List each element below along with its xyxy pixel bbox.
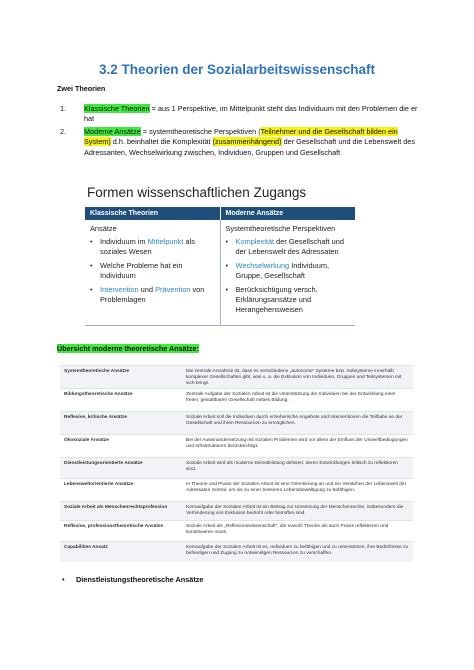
bullet-text-segment: Mittelpunkt <box>147 237 184 246</box>
left-bullet-list <box>90 237 216 305</box>
list-text-segment: Teilnehmer und die Gesellschaft bilden ein System) <box>84 126 398 147</box>
bullet-text-segment: Prävention <box>155 285 191 294</box>
row-approach-name: Reflexive, professionstheoretische Ansätze <box>64 524 163 529</box>
list-text-segment: = systemtheoretische Perspektiven ( <box>140 126 261 136</box>
header-klassische-theorien: Klassische Theorien <box>85 207 220 220</box>
row-description: Die zentrale Annahme ist, dass es verschiedene „autonome“ Systeme bzw. Subsysteme innerhalb komplexer Gesellschaften gibt, was u. a. die Exklusion von Individuen, Gruppen und Teilsystemen mit sich bringt. <box>186 369 402 386</box>
row-description: Soziale Arbeit soll die Individuen durch erzieherische Angebote und Interventionen die Teilhabe an der Gesellschaft und ihren Ressourcen zu ermöglichen. <box>186 415 403 426</box>
bullet-text-segment: Individuum, Gruppe, Gesellschaft <box>235 261 330 280</box>
bullet-text-segment: Intervention <box>100 285 139 294</box>
table-row <box>60 388 413 411</box>
table-row <box>60 478 413 501</box>
left-intro: Ansätze <box>90 224 117 233</box>
uebersicht-table <box>60 365 413 562</box>
row-description: Zentrale Aufgabe der Sozialen Arbeit ist die Unterstützung der Individuen bei der Entwicklung einer freien, gestaltbaren Gesellschaft mittels Bildung. <box>186 392 396 403</box>
bullet-text-segment: und <box>138 285 156 294</box>
row-approach-name: Bildungstheoretische Ansätze <box>64 392 133 397</box>
zugang-table <box>85 207 355 326</box>
list-number: 2. <box>60 126 67 136</box>
right-intro: Systemtheoretische Perspektiven <box>225 224 336 233</box>
row-approach-name: Soziale Arbeit als Menschenrechtsprofession <box>64 505 168 510</box>
right-column <box>220 220 356 325</box>
bottom-bullet-item <box>62 575 203 584</box>
row-approach-name: Lebensweltorientierte Ansätze <box>64 482 134 487</box>
left-column <box>85 220 220 325</box>
table-row <box>60 501 413 520</box>
theory-list-item <box>60 104 420 125</box>
bullet-icon: • <box>62 575 65 584</box>
bullet-item <box>90 285 216 305</box>
row-approach-name: Systemtheoretische Ansätze <box>64 369 130 374</box>
zugang-table-header <box>85 207 355 220</box>
bullet-text-segment: Wechselwirkung <box>235 261 290 270</box>
row-description: Kernaufgabe der Sozialen Arbeit ist es, Individuen zu befähigen und zu unterstützen, ihre Bedürfnisse zu befriedigen und Zugang zu notwendigen Ressourcen zu verschaffen. <box>186 545 409 556</box>
table-row <box>60 365 413 388</box>
row-approach-name: Ökosoziale Ansätze <box>64 438 109 443</box>
bullet-item <box>90 237 216 257</box>
row-approach-name: Capabilities Ansatz <box>64 545 108 550</box>
row-description: Soziale Arbeit wird als moderne Dienstleistung definiert, deren Entwicklungen kritisch zu reflektieren sind. <box>186 461 398 472</box>
bottom-item-label: Dienstleistungstheoretische Ansätze <box>76 575 204 584</box>
list-number: 1. <box>60 104 67 113</box>
list-text-segment: der Gesellschaft und die Lebenswelt des Adressanten, Wechselwirkung zwischen, Individuen, Gruppen und Gesellschaft <box>84 137 416 157</box>
uebersicht-heading: Übersicht moderne theoretische Ansätze: <box>57 344 199 353</box>
table-row <box>60 520 413 541</box>
subheading: Zwei Theorien <box>57 84 106 93</box>
bullet-text-segment: als soziales Wesen <box>100 237 195 256</box>
list-text-segment: Moderne Ansätze <box>84 126 141 136</box>
row-description: Soziale Arbeit als „Reflexionswissenschaft“, die sowohl Theorie als auch Praxis reflektieren und konstituieren muss. <box>186 524 389 535</box>
bullet-text-segment: von Problemlagen <box>100 285 205 304</box>
row-approach-name: Dienstleistungsorientierte Ansätze <box>64 461 143 466</box>
bullet-item <box>226 285 352 315</box>
table-row <box>60 457 413 478</box>
table-row <box>60 541 413 562</box>
table-row <box>60 434 413 457</box>
bullet-text-segment: Individuum im <box>100 237 148 246</box>
list-text-segment: = aus 1 Perspektive, im Mittelpunkt steht das Individuum mit den Problemen die er hat <box>84 104 418 124</box>
bullet-item <box>226 261 352 281</box>
page-title: 3.2 Theorien der Sozialarbeitswissenschaft <box>98 62 376 77</box>
zugang-title: Formen wissenschaftlichen Zugangs <box>87 185 307 200</box>
bullet-item <box>226 237 352 257</box>
zugang-table-body <box>85 220 355 326</box>
bullet-text-segment: der Gesellschaft und der Lebenswelt des Adressaten <box>235 237 344 256</box>
table-row <box>60 411 413 434</box>
row-approach-name: Reflexive, kritische Ansätze <box>64 415 128 420</box>
bullet-text-segment: Berücksichtigung versch. Erklärungsansätze und Herangehensweisen <box>235 285 318 314</box>
header-moderne-ansaetze: Moderne Ansätze <box>220 207 356 220</box>
row-description: Kernaufgabe der Sozialen Arbeit ist ein Beitrag zur Umsetzung der Menschenrechte, insbesondere die Verhinderung von Exklusion bedroht oder betroffen sind. <box>186 505 404 516</box>
row-description: Bei der Auseinandersetzung mit sozialen Problemen wird vor allem der Einfluss der Umweltbedingungen und Infrastrukturen berücksichtigt. <box>186 438 408 449</box>
list-text-segment: (zusammenhängend) <box>212 137 282 147</box>
bullet-text-segment: Welche Probleme hat ein Individuum <box>100 261 183 280</box>
list-text-segment: Klassische Theorien <box>84 104 150 113</box>
row-description: In Theorie und Praxis der Sozialen Arbeit ist eine Orientierung an und ein Verstehen der Lebenswelt der Adressaten zentral, um sie zu einer besseren Lebensbewältigung zu befähigen. <box>186 482 407 493</box>
bullet-item <box>90 261 216 281</box>
bullet-text-segment: Komplexität <box>235 237 275 246</box>
theory-list <box>60 104 420 160</box>
right-bullet-list <box>226 237 352 315</box>
theory-list-item <box>60 127 420 158</box>
list-text-segment: d.h. beinhaltet die Komplexität <box>110 137 213 147</box>
